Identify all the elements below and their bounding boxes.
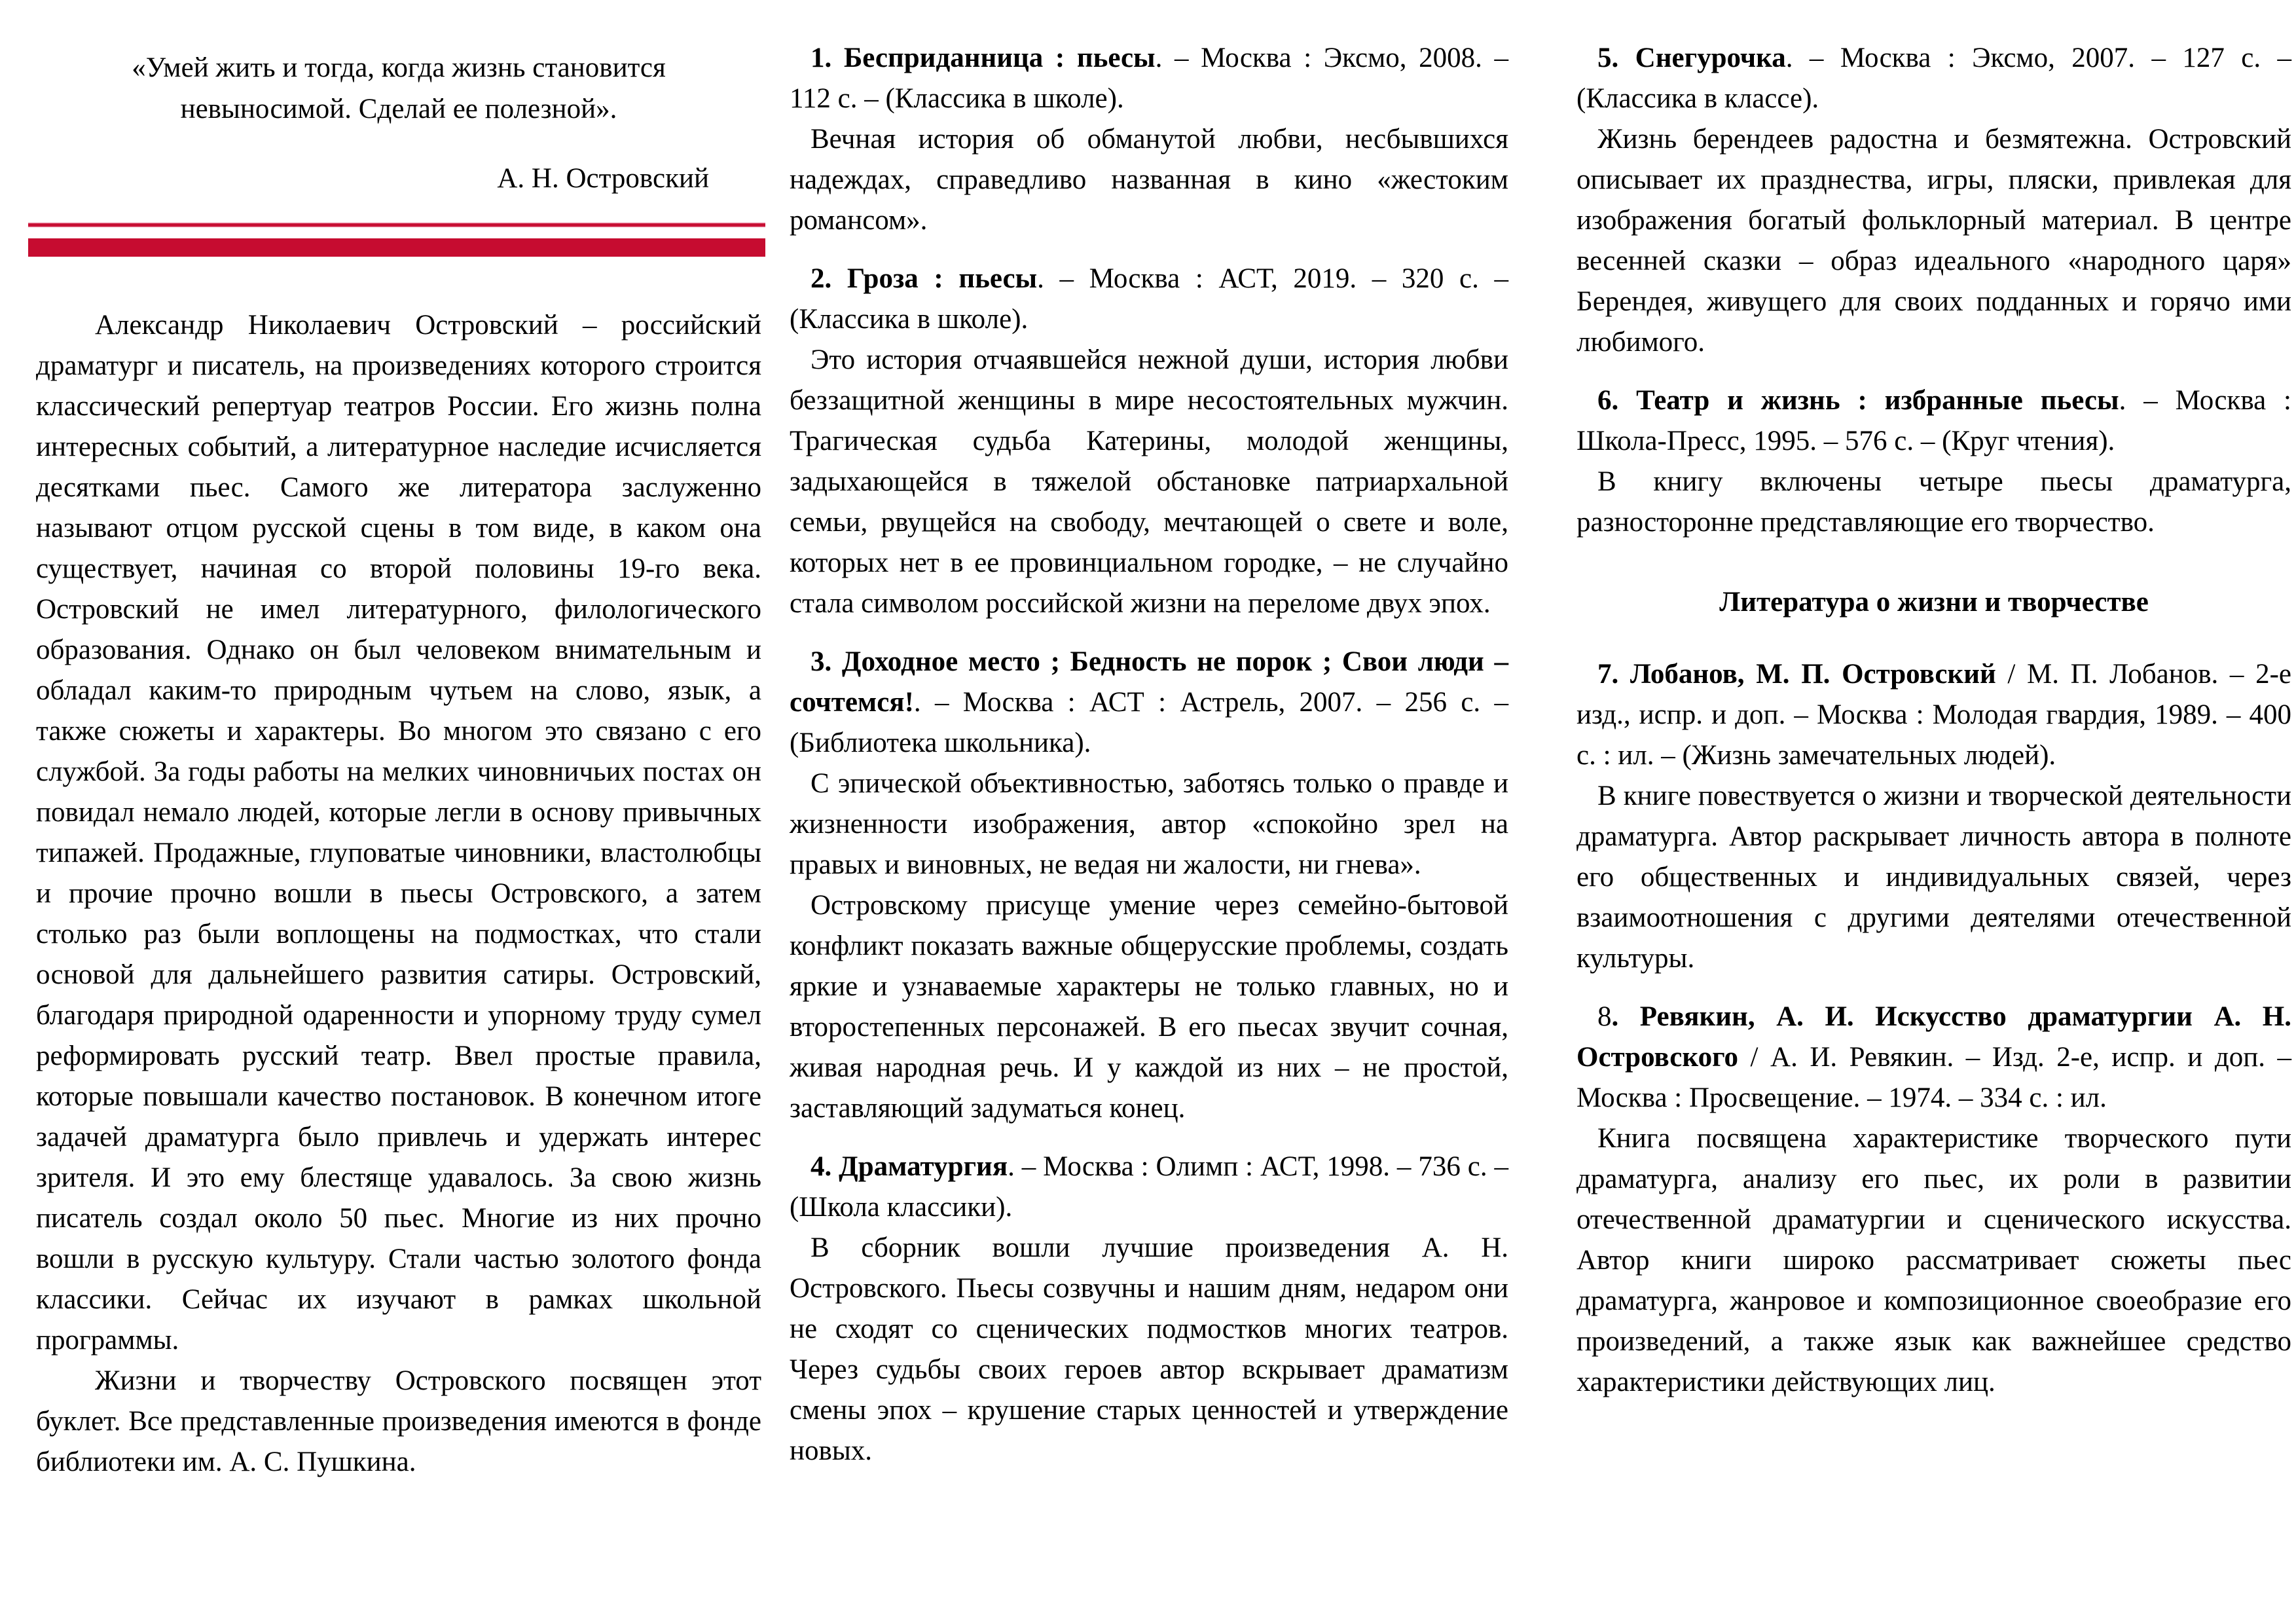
bib-entry-annotation-4: В сборник вошли лучшие произведения А. Н. Островского. Пьесы созвучны и нашим дням, недаром они не сходят со сценических подмостков многих театров. Через судьбы своих героев автор вскрывает драматизм смены эпох – крушение старых ценностей и утверждение новых. xyxy=(790,1232,1508,1466)
divider-thick-bar xyxy=(28,238,765,257)
bib-entry-annotation-3b: Островскому присуще умение через семейно-бытовой конфликт показать важные общерусские проблемы, создать яркие и узнаваемые характеры не только главных, но и второстепенных персонажей. В его пьесах звучит сочная, живая народная речь. И у каждой из них – не простой, заставляющий задуматься конец. xyxy=(790,890,1508,1124)
bib-entry-heading-1: 1. Бесприданница : пьесы. – Москва : Эксмо, 2008. – 112 с. – (Классика в школе). xyxy=(790,43,1509,114)
bib-entry-annotation-3a: С эпической объективностью, заботясь только о правде и жизненности изображения, автор «спокойно зрел на правых и виновных, не ведая ни жалости, ни гнева». xyxy=(790,768,1508,880)
bib-entry-annotation-7: В книге повествуется о жизни и творческой деятельности драматурга. Автор раскрывает личность автора в полноте его общественных и индивидуальных связей, через взаимоотношения с другими деятелями отечественной культуры. xyxy=(1576,781,2291,974)
bib-entry-heading-3: 3. Доходное место ; Бедность не порок ; Свои люди – сочтемся!. – Москва : АСТ : Астрель, 2007. – 256 с. – (Библиотека школьника). xyxy=(790,646,1508,758)
bib-entry-heading-8: 8. Ревякин, А. И. Искусство драматургии А. Н. Островского / А. И. Ревякин. – Изд. 2-е, испр. и доп. – Москва : Просвещение. – 1974. – 334 с. : ил. xyxy=(1576,1001,2291,1113)
epigraph-author: А. Н. Островский xyxy=(497,163,709,194)
column-left xyxy=(36,0,761,1624)
intro-paragraph-2: Жизни и творчеству Островского посвящен этот буклет. Все представленные произведения имеются в фонде библиотеки им. А. С. Пушкина. xyxy=(36,1365,761,1477)
intro-paragraph-1: Александр Николаевич Островский – российский драматург и писатель, на произведениях которого строится классический репертуар театров России. Его жизнь полна интересных событий, а литературное наследие исчисляется десятками пьес. Самого же литератора заслуженно называют отцом русской сцены в том виде, в каком она существует, начиная со второй половины 19-го века. Островский не имел литературного, филологического образования. Однако он был человеком внимательным и обладал каким-то природным чутьем на слово, язык, а также сюжеты и характеры. Во многом это связано с его службой. За годы работы на мелких чиновничьих постах он повидал немало людей, которые легли в основу привычных типажей. Продажные, глуповатые чиновники, властолюбцы и прочие прочно вошли в пьесы Островского, а затем столько раз были воплощены на подмостках, что стали основой для дальнейшего развития сатиры. Островский, благодаря природной одаренности и упорному труду сумел реформировать русский театр. Ввел простые правила, которые повышали качество постановок. В конечном итоге задачей драматурга было привлечь и удержать интерес зрителя. И это ему блестяще удавалось. За свою жизнь писатель создал около 50 пьес. Многие из них прочно вошли в русскую культуру. Стали частью золотого фонда классики. Сейчас их изучают в рамках школьной программы. xyxy=(36,310,761,1356)
bib-entry-heading-7: 7. Лобанов, М. П. Островский / М. П. Лобанов. – 2-е изд., испр. и доп. – Москва : Молодая гвардия, 1989. – 400 с. : ил. – (Жизнь замечательных людей). xyxy=(1576,659,2292,771)
bib-entry-annotation-1: Вечная история об обманутой любви, несбывшихся надеждах, справедливо названная в кино «жестоким романсом». xyxy=(790,124,1508,236)
bib-entry-annotation-8: Книга посвящена характеристике творческого пути драматурга, анализу его пьес, их роли в развитии отечественной драматургии и сценического искусства. Автор книги широко рассматривает сюжеты пьес драматурга, жанровое и композиционное своеобразие его произведений, а также язык как важнейшее средство характеристики действующих лиц. xyxy=(1576,1123,2291,1397)
section-heading: Литература о жизни и творчестве xyxy=(1719,587,2149,618)
bib-entry-heading-4: 4. Драматургия. – Москва : Олимп : АСТ, 1998. – 736 с. – (Школа классики). xyxy=(790,1151,1509,1223)
bib-entry-heading-6: 6. Театр и жизнь : избранные пьесы. – Москва : Школа-Пресс, 1995. – 576 с. – (Круг чтения). xyxy=(1576,385,2291,456)
bib-entry-heading-2: 2. Гроза : пьесы. – Москва : АСТ, 2019. – 320 с. – (Классика в школе). xyxy=(790,263,1508,335)
intro-section xyxy=(36,305,761,1483)
divider-thin-bar xyxy=(28,223,765,227)
bib-entry-heading-5: 5. Снегурочка. – Москва : Эксмо, 2007. – 127 с. – (Классика в классе). xyxy=(1576,43,2291,114)
bib-entry-annotation-2: Это история отчаявшейся нежной души, история любви беззащитной женщины в мире несостоятельных мужчин. Трагическая судьба Катерины, молодой женщины, задыхающейся в тяжелой обстановке патриархальной семьи, рвущейся на свободу, мечтающей о свете и воле, которых нет в ее провинциальном городке, – не случайно стала символом российской жизни на переломе двух эпох. xyxy=(790,344,1508,619)
column-right xyxy=(1576,0,2291,1624)
column-middle xyxy=(790,0,1508,1624)
bib-entry-annotation-6: В книгу включены четыре пьесы драматурга, разносторонне представляющие его творчество. xyxy=(1576,466,2291,538)
epigraph-quote: «Умей жить и тогда, когда жизнь становится невыносимой. Сделай ее полезной». xyxy=(132,52,666,124)
bib-entry-annotation-5: Жизнь берендеев радостна и безмятежна. Островский описывает их празднества, игры, пляски, привлекая для изображения богатый фольклорный материал. В центре весенней сказки – образ идеального «народного царя» Берендея, живущего для своих подданных и горячо ими любимого. xyxy=(1576,124,2291,358)
